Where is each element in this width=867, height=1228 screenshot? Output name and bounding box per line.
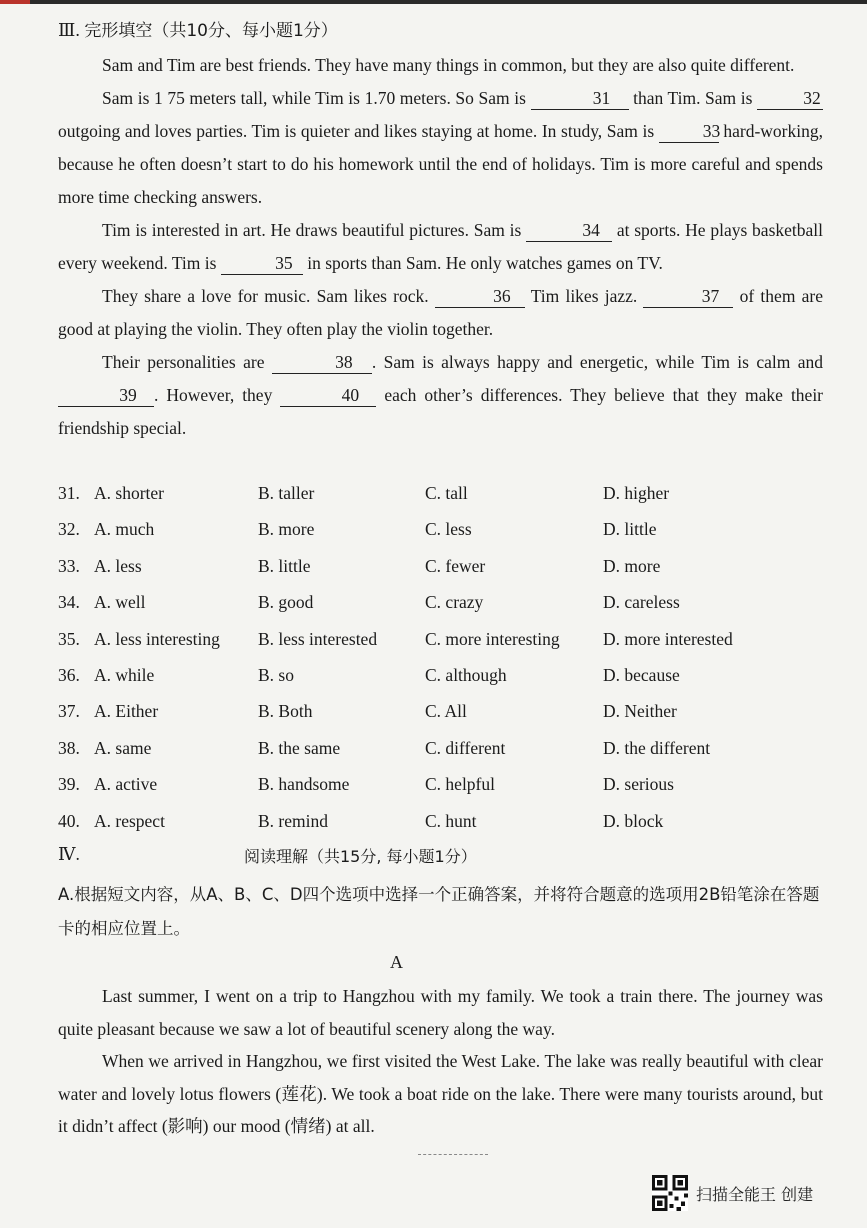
option-a: A. Either xyxy=(94,701,159,722)
option-b: B. remind xyxy=(258,810,328,831)
passage-label: A xyxy=(390,952,403,972)
cloze-paragraph-4: They share a love for music. Sam likes rock. 36 Tim likes jazz. 37 of them are good at playing the violin. They often play the violin together. xyxy=(58,286,823,339)
option-row xyxy=(58,550,828,586)
option-d: D. little xyxy=(603,519,657,540)
option-a: A. same xyxy=(94,737,152,758)
reading-paragraph-2: When we arrived in Hangzhou, we first visited the West Lake. The lake was really beautiful with clear water and lovely lotus flowers (莲花). We took a boat ride on the lake. There were many tourists around, but it didn’t affect (影响) our mood (情绪) at all. xyxy=(58,1051,823,1136)
question-number: 39. xyxy=(58,774,80,795)
option-c: C. All xyxy=(425,701,467,722)
option-a: A. well xyxy=(94,592,146,613)
option-b: B. more xyxy=(258,519,315,540)
section-4-title: 阅读理解（共15分, 每小题1分） xyxy=(244,847,477,866)
option-d: D. careless xyxy=(603,592,680,613)
option-d: D. the different xyxy=(603,737,711,758)
option-a: A. less interesting xyxy=(94,628,220,649)
option-b: B. Both xyxy=(258,701,313,722)
option-c: C. fewer xyxy=(425,555,486,576)
cloze-paragraph-1: Sam and Tim are best friends. They have many things in common, but they are also quite different. xyxy=(102,55,795,75)
option-a: A. while xyxy=(94,664,155,685)
question-number: 35. xyxy=(58,628,80,649)
option-d: D. more interested xyxy=(603,628,733,649)
option-a: A. less xyxy=(94,555,142,576)
blank-38: 38 xyxy=(272,351,372,374)
option-b: B. little xyxy=(258,555,311,576)
option-a: A. much xyxy=(94,519,155,540)
cloze-options xyxy=(58,477,828,841)
blank-34: 34 xyxy=(526,219,612,242)
blank-40: 40 xyxy=(280,384,376,407)
cloze-passage xyxy=(58,49,823,445)
blank-36: 36 xyxy=(435,285,525,308)
blank-39: 39 xyxy=(58,384,154,407)
option-c: C. less xyxy=(425,519,472,540)
option-c: C. tall xyxy=(425,483,468,503)
option-d: D. more xyxy=(603,555,661,576)
option-c: C. crazy xyxy=(425,592,484,613)
option-d: D. because xyxy=(603,664,680,685)
option-d: D. Neither xyxy=(603,701,677,722)
reading-paragraph-1: Last summer, I went on a trip to Hangzhou with my family. We took a train there. The journey was quite pleasant because we saw a lot of beautiful scenery along the way. xyxy=(58,986,823,1039)
blank-37: 37 xyxy=(643,285,733,308)
option-a: A. respect xyxy=(94,810,165,831)
option-b: B. taller xyxy=(258,483,315,503)
option-row xyxy=(58,623,828,659)
question-number: 32. xyxy=(58,519,80,540)
section-3-number: Ⅲ. xyxy=(58,20,80,40)
question-number: 33. xyxy=(58,555,80,576)
option-c: C. more interesting xyxy=(425,628,560,649)
question-number: 36. xyxy=(58,664,80,685)
blank-31: 31 xyxy=(531,87,629,110)
option-b: B. so xyxy=(258,664,294,685)
option-row xyxy=(58,477,828,513)
option-b: B. less interested xyxy=(258,628,378,649)
option-d: D. higher xyxy=(603,483,670,503)
option-b: B. the same xyxy=(258,737,341,758)
option-c: C. different xyxy=(425,737,506,758)
cloze-paragraph-2: Sam is 1 75 meters tall, while Tim is 1.70 meters. So Sam is 31 than Tim. Sam is 32 outgoing and loves parties. Tim is quieter and likes staying at home. In study, Sam is 33 hard-working, because he often doesn’t start to do his homework until the end of holidays. Tim is more careful and spends more time checking answers. xyxy=(58,88,824,207)
option-row xyxy=(58,695,828,731)
cloze-paragraph-5: Their personalities are 38 . Sam is always happy and energetic, while Tim is calm and 39 . However, they 40 each other’s differences. They believe that they make their friendship special. xyxy=(58,352,824,438)
option-row xyxy=(58,586,828,622)
question-number: 37. xyxy=(58,701,80,722)
scanner-watermark xyxy=(652,1175,813,1211)
option-row xyxy=(58,768,828,804)
question-number: 31. xyxy=(58,483,80,503)
section-3-title: 完形填空（共10分、每小题1分） xyxy=(84,21,338,41)
blank-35: 35 xyxy=(221,252,303,275)
option-row xyxy=(58,659,828,695)
option-b: B. handsome xyxy=(258,774,350,795)
section-4-number: Ⅳ. xyxy=(58,844,80,864)
section-3-heading xyxy=(58,16,338,41)
question-number: 40. xyxy=(58,810,80,831)
option-c: C. helpful xyxy=(425,774,495,795)
option-row xyxy=(58,513,828,549)
reading-instruction: A.根据短文内容，从A、B、C、D四个选项中选择一个正确答案，并将符合题意的选项用2B铅笔涂在答题卡的相应位置上。 xyxy=(58,885,820,938)
option-b: B. good xyxy=(258,592,314,613)
option-c: C. hunt xyxy=(425,810,477,831)
option-d: D. block xyxy=(603,810,664,831)
question-number: 34. xyxy=(58,592,80,613)
page-footer-mark xyxy=(418,1154,488,1157)
option-row xyxy=(58,805,828,841)
watermark-text: 扫描全能王 创建 xyxy=(696,1184,814,1204)
blank-32: 32 xyxy=(757,87,823,110)
reading-passage-a xyxy=(58,980,823,1143)
option-c: C. although xyxy=(425,664,507,685)
qr-code-icon xyxy=(652,1175,688,1211)
cloze-paragraph-3: Tim is interested in art. He draws beautiful pictures. Sam is 34 at sports. He plays basketball every weekend. Tim is 35 in sports than Sam. He only watches games on TV. xyxy=(58,220,823,273)
option-row xyxy=(58,732,828,768)
blank-33: 33 xyxy=(659,120,719,143)
option-a: A. active xyxy=(94,774,158,795)
option-d: D. serious xyxy=(603,774,674,795)
option-a: A. shorter xyxy=(94,483,164,503)
question-number: 38. xyxy=(58,737,80,758)
